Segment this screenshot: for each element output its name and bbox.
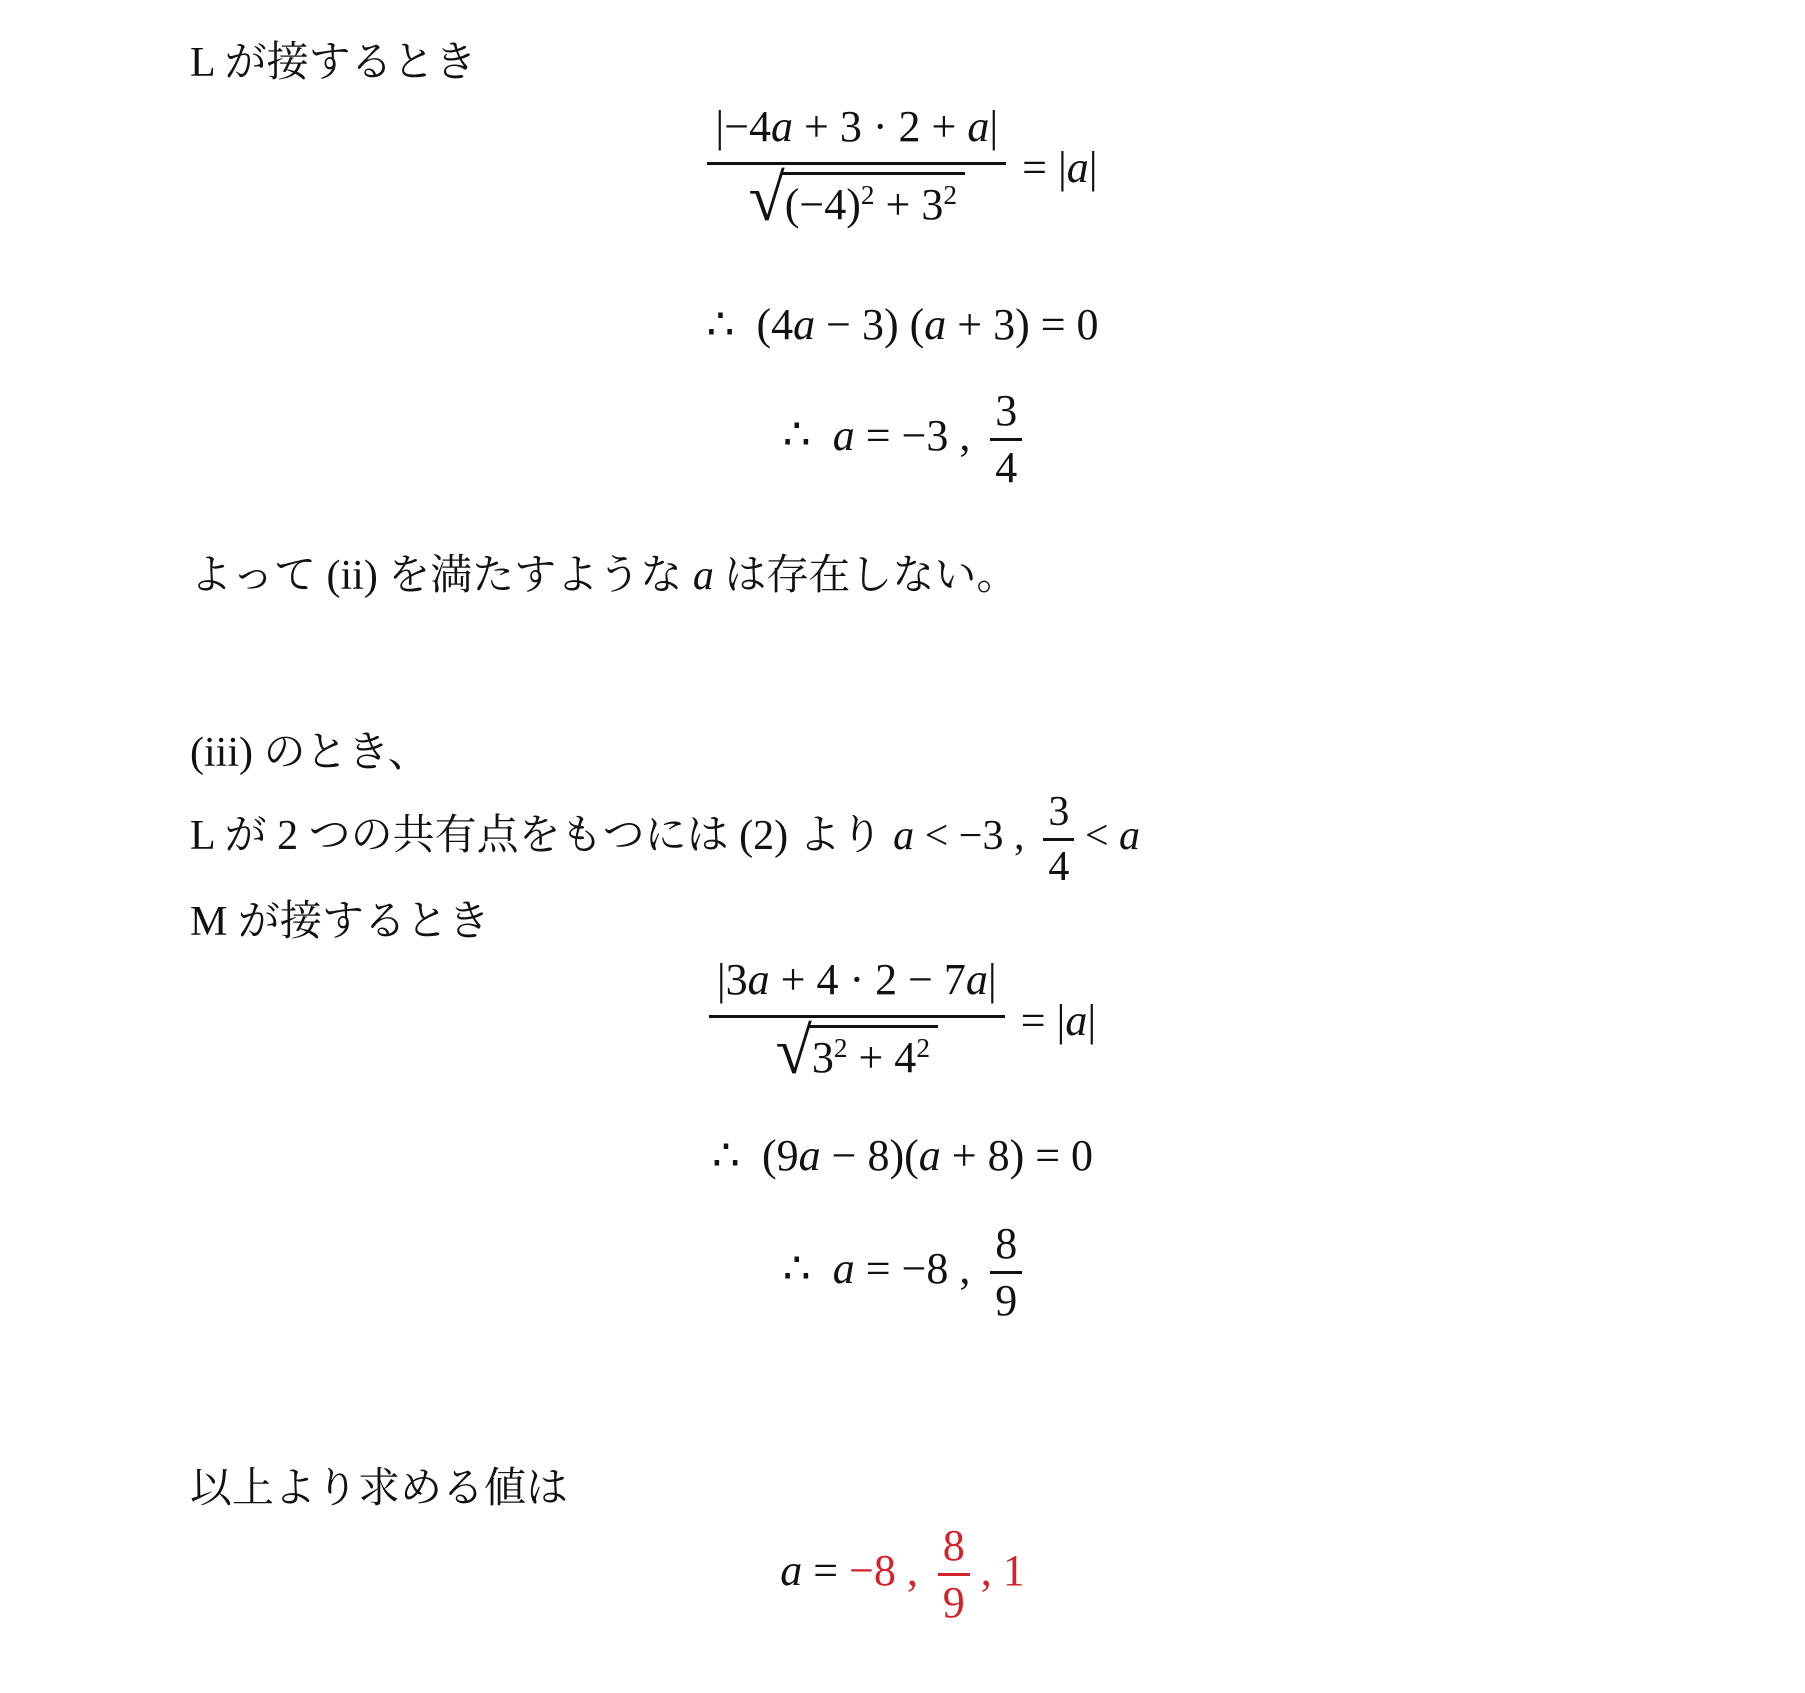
math-var-a: a — [798, 1130, 821, 1180]
line-l-two-intersections — [0, 790, 1805, 889]
math-text: |−4 — [715, 101, 772, 151]
body-text: L が 2 つの共有点をもつには (2) より — [190, 813, 894, 860]
math-row — [712, 1128, 1093, 1183]
equation-l-factored — [0, 297, 1805, 352]
math-var-a: a — [1065, 996, 1088, 1046]
square-root — [748, 161, 965, 235]
therefore-sign: ∴ — [711, 1130, 740, 1180]
math-text: + 3 · 2 + — [793, 101, 968, 151]
fraction-numerator: 8 — [942, 1520, 965, 1570]
fraction-denominator: 9 — [938, 1573, 970, 1626]
math-var-a: a — [1119, 813, 1141, 860]
math-text: − 8)( — [820, 1130, 919, 1180]
radicand — [781, 172, 965, 232]
body-text: よって (ii) を満たすような — [190, 552, 693, 599]
square-root — [775, 1014, 938, 1088]
answer-value-red: 1 — [1002, 1545, 1025, 1595]
math-text: | — [987, 954, 997, 1004]
fraction-denominator: 4 — [1043, 838, 1074, 889]
therefore-sign: ∴ — [782, 1243, 811, 1293]
equation-rhs — [1022, 140, 1097, 195]
math-text: + 4 — [847, 1032, 917, 1082]
heading-text: L が接するとき — [190, 40, 477, 86]
therefore-sign: ∴ — [706, 299, 735, 349]
math-var-a: a — [747, 954, 770, 1004]
equation-rhs — [1021, 993, 1096, 1048]
math-text: − 3) ( — [815, 299, 925, 349]
exponent: 2 — [943, 179, 958, 210]
math-text: < −3 , — [914, 813, 1035, 860]
math-text: |3 — [716, 954, 748, 1004]
fraction-numerator — [709, 952, 1005, 1015]
math-var-a: a — [924, 299, 947, 349]
math-text: = | — [1022, 143, 1067, 193]
math-text: (9 — [761, 1130, 799, 1180]
math-row — [706, 297, 1098, 352]
line-no-a-exists — [0, 549, 1805, 604]
heading-text: M が接するとき — [190, 899, 490, 946]
therefore-sign: ∴ — [782, 410, 811, 460]
math-var-a: a — [793, 299, 816, 349]
big-fraction — [709, 952, 1005, 1090]
math-text: = — [802, 1545, 850, 1595]
math-var-a: a — [771, 101, 794, 151]
math-text: 3 — [811, 1032, 834, 1082]
answer-value-red: −8 — [849, 1545, 896, 1595]
math-var-a: a — [780, 1545, 803, 1595]
math-var-a: a — [967, 101, 990, 151]
math-row — [782, 385, 1022, 492]
line-conclusion — [0, 1462, 1805, 1517]
math-var-a: a — [965, 954, 988, 1004]
math-text: + 3 — [874, 179, 944, 229]
body-text: は存在しない。 — [713, 552, 1019, 599]
big-fraction — [707, 99, 1006, 237]
math-var-a: a — [1066, 143, 1089, 193]
fraction-numerator: 3 — [1048, 789, 1070, 836]
math-row — [709, 952, 1096, 1090]
math-row — [780, 1520, 1025, 1628]
exponent: 2 — [833, 1032, 848, 1063]
math-var-a: a — [893, 813, 915, 860]
exponent: 2 — [860, 179, 875, 210]
fraction-numerator: 8 — [995, 1218, 1018, 1268]
math-text: < — [1074, 813, 1120, 860]
line-l-tangent-heading — [0, 36, 1805, 91]
equation-l-solutions — [0, 385, 1805, 492]
equation-m-tangency-condition — [0, 952, 1805, 1090]
body-text: (iii) のとき、 — [190, 729, 430, 776]
fraction-numerator: 3 — [995, 385, 1018, 435]
body-text: 以上より求める値は — [190, 1466, 569, 1513]
math-text: = | — [1020, 996, 1066, 1046]
equation-m-factored — [0, 1128, 1805, 1183]
equation-m-solutions — [0, 1218, 1805, 1326]
equation-l-tangency-condition — [0, 99, 1805, 237]
math-var-a: a — [692, 552, 714, 599]
math-text: = −8 , — [854, 1243, 982, 1293]
math-var-a: a — [832, 410, 855, 460]
math-text: | — [989, 101, 999, 151]
fraction-denominator: 9 — [990, 1271, 1022, 1324]
math-text: + 4 · 2 − 7 — [769, 954, 966, 1004]
fraction-8-9 — [990, 1218, 1022, 1326]
fraction-numerator — [707, 99, 1006, 162]
answer-comma-red: , — [969, 1545, 1003, 1595]
answer-comma-red: , — [895, 1545, 929, 1595]
exponent: 2 — [916, 1032, 930, 1063]
fraction-denominator — [707, 162, 1006, 237]
answer-fraction-8-9-red — [938, 1520, 970, 1628]
math-var-a: a — [832, 1243, 855, 1293]
radical-sign-icon: √ — [748, 161, 785, 235]
math-row — [782, 1218, 1022, 1326]
fraction-denominator: 4 — [990, 438, 1022, 491]
radical-sign-icon: √ — [775, 1014, 812, 1088]
math-text: + 8) = 0 — [940, 1130, 1094, 1180]
fraction-denominator — [709, 1015, 1005, 1090]
math-var-a: a — [918, 1130, 941, 1180]
math-text: | — [1087, 996, 1097, 1046]
math-text: = −3 , — [854, 410, 982, 460]
equation-final-answer — [0, 1520, 1805, 1628]
math-text: | — [1088, 143, 1098, 193]
math-text: (−4) — [784, 179, 861, 229]
math-text: (4 — [756, 299, 794, 349]
math-text: + 3) = 0 — [946, 299, 1099, 349]
line-m-tangent-heading — [0, 895, 1805, 950]
line-case-iii — [0, 726, 1805, 781]
fraction-3-4 — [1043, 790, 1074, 889]
radicand — [808, 1025, 938, 1085]
fraction-3-4 — [990, 385, 1022, 492]
math-row — [707, 99, 1097, 237]
